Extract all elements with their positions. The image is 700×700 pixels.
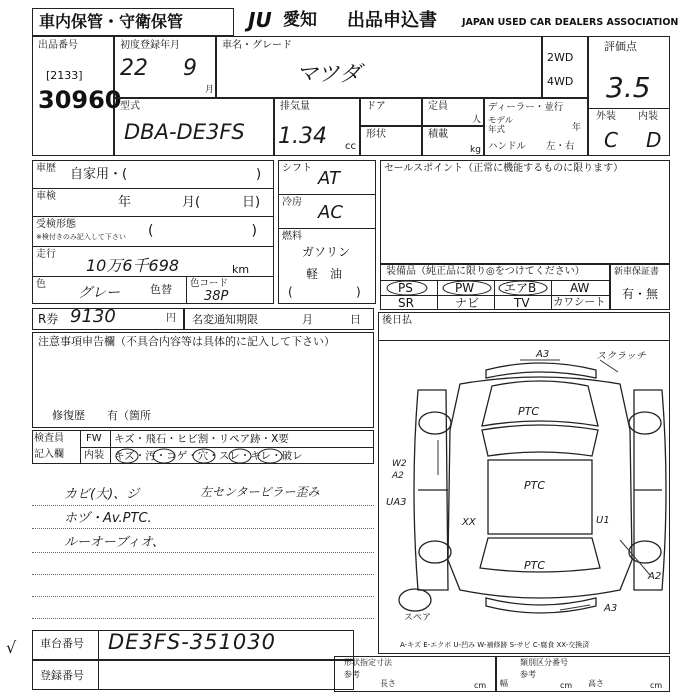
remark-2: ホヅ・Av.PTC. xyxy=(64,511,152,526)
diag-label-w2: W2 xyxy=(392,459,407,469)
equip-ps: PS xyxy=(398,281,413,295)
dealer-label: ディーラー・並行 xyxy=(488,102,564,113)
inspector-label-2: 記入欄 xyxy=(34,449,64,460)
recycle-value: 9130 xyxy=(70,306,116,327)
displacement-unit: cc xyxy=(345,141,356,152)
grade-ext: C xyxy=(604,128,618,152)
fuel-diesel: 軽 油 xyxy=(306,267,343,281)
inspector-label-1: 検査員 xyxy=(34,433,64,444)
diag-label-ua3: UA3 xyxy=(386,497,407,508)
inspector-row2: キズ・汚・コゲ・穴・スレ・キレ・破レ xyxy=(114,450,303,462)
aircon-value: AC xyxy=(318,202,343,223)
equip-pw: PW xyxy=(455,281,475,295)
grade-score: 3.5 xyxy=(606,71,651,104)
diag-label-xx: XX xyxy=(462,517,476,528)
sales-point-label: セールスポイント（正常に機能するものに限ります） xyxy=(384,163,624,174)
load-label: 積載 xyxy=(428,129,448,140)
inspector-row1: キズ・飛石・ヒビ割・リペア跡・X要 xyxy=(114,433,289,445)
equip-aw: AW xyxy=(570,281,590,295)
diag-label-a2-right: A2 xyxy=(648,571,662,582)
remark-3: ルーオーブィオ、 xyxy=(64,535,165,550)
storage-badge-text: 車内保管・守衛保管 xyxy=(39,12,184,31)
form-title: 出品申込書 xyxy=(347,10,437,31)
handle-label: ハンドル xyxy=(488,141,527,152)
diag-label-a2-left: A2 xyxy=(392,471,404,481)
reg-date-label: 初度登録年月 xyxy=(120,40,180,51)
diag-label-spare: スペア xyxy=(404,613,432,623)
model-year-unit: 年 xyxy=(572,123,582,133)
displacement-value: 1.34 xyxy=(278,124,327,149)
diag-label-scratch: スクラッチ xyxy=(596,351,646,362)
size-spec-label-1: 形状指定寸法 xyxy=(344,658,392,667)
diag-label-ptc-3: PTC xyxy=(524,559,546,572)
size-class-label-1: 類別区分番号 xyxy=(520,658,568,667)
org-name: 愛知 xyxy=(283,10,317,30)
shift-label: シフト xyxy=(282,163,312,174)
color-code: 38P xyxy=(204,289,229,304)
lot-label: 出品番号 xyxy=(38,40,78,51)
grade-label: 評価点 xyxy=(604,40,637,53)
handle-opts: 左・右 xyxy=(546,141,575,152)
car-name-label: 車名・グレード xyxy=(222,40,292,51)
mileage-value: 10万6千698 xyxy=(86,256,180,275)
equip-seat: カワシート xyxy=(553,296,606,308)
equip-tv: TV xyxy=(514,296,530,310)
name-change-day: 日 xyxy=(350,313,361,326)
diag-label-a3-bottom: A3 xyxy=(604,603,618,614)
equip-airbag: エアB xyxy=(504,281,537,295)
reception-label: 受検形態 xyxy=(36,219,76,230)
size-spec-length: 長さ xyxy=(380,679,396,688)
inspection-day: 日) xyxy=(242,195,261,210)
repair-history: 修復歴 有（箇所 xyxy=(52,409,151,422)
grade-int-label: 内装 xyxy=(638,111,658,122)
mileage-unit: km xyxy=(232,263,250,276)
size-class-height: 高さ xyxy=(588,679,604,688)
equipment-label: 装備品（純正品に限り◎をつけてください） xyxy=(386,266,585,277)
size-class-width: 幅 xyxy=(500,679,508,688)
diag-label-ptc-2: PTC xyxy=(524,479,546,492)
model-year-label: モデル 年式 xyxy=(488,116,514,136)
history-close: ) xyxy=(256,167,262,182)
model-label: 型式 xyxy=(120,101,140,112)
inspector-fw: FW xyxy=(86,433,102,444)
name-change-label: 名変通知期限 xyxy=(192,313,258,326)
inspector-interior: 内装 xyxy=(84,450,104,461)
check-mark: √ xyxy=(6,638,17,657)
displacement-label: 排気量 xyxy=(280,101,310,112)
grade-ext-label: 外装 xyxy=(596,111,616,122)
fuel-gas: ガソリン xyxy=(302,245,351,259)
lot-sub: [2133] xyxy=(46,69,83,82)
history-label: 車歴 xyxy=(36,163,56,174)
recycle-label: R券 xyxy=(38,312,59,326)
capacity-unit: 人 xyxy=(472,115,482,125)
size-spec-unit: cm xyxy=(474,681,487,690)
name-change-month: 月 xyxy=(302,313,313,326)
model-value: DBA-DE3FS xyxy=(124,120,245,144)
diag-label-a3-top: A3 xyxy=(536,349,550,360)
inspection-label: 車検 xyxy=(36,191,56,202)
car-name-value: マツダ xyxy=(296,62,362,87)
inspection-month: 月( xyxy=(182,195,201,210)
equip-navi: ナビ xyxy=(455,296,480,310)
diag-label-u1: U1 xyxy=(596,515,610,526)
color-value: グレー xyxy=(78,285,120,301)
reception-note: ※検付きのみ記入して下さい xyxy=(36,233,126,241)
aircon-label: 冷房 xyxy=(282,197,302,208)
fuel-paren-close: ) xyxy=(356,285,361,299)
equip-sr: SR xyxy=(398,296,414,310)
shift-value: AT xyxy=(318,168,340,189)
mileage-label: 走行 xyxy=(36,249,56,260)
remark-4: 左センターピラー歪み xyxy=(200,485,320,499)
color-change-label: 色替 xyxy=(150,283,172,296)
fuel-paren-open: ( xyxy=(288,285,293,299)
org-subtitle: JAPAN USED CAR DEALERS ASSOCIATION xyxy=(462,17,679,28)
chassis-label: 車台番号 xyxy=(40,637,84,650)
color-label: 色 xyxy=(36,279,46,290)
color-code-label: 色コード xyxy=(190,278,229,289)
reg-month: 9 xyxy=(183,56,197,81)
drive-4wd: 4WD xyxy=(547,75,574,88)
load-unit: kg xyxy=(470,145,481,155)
plate-label: 登録番号 xyxy=(40,669,84,682)
reception-parens: ( ) xyxy=(148,223,257,239)
warranty-opts: 有・無 xyxy=(622,287,659,301)
size-class-label-2: 参考 xyxy=(520,670,536,679)
recycle-unit: 円 xyxy=(166,313,176,324)
warranty-label: 新車保証書 xyxy=(614,267,660,277)
diagram-legend: A-キズ E-エクボ U-凹み W-補修跡 S-サビ C-腐食 XX-交換済 xyxy=(400,641,590,649)
chassis-value: DE3FS-351030 xyxy=(108,630,276,654)
grade-int: D xyxy=(646,128,662,152)
rear-label: 後日払 xyxy=(382,315,412,326)
inspection-year: 年 xyxy=(118,195,132,210)
fuel-label: 燃料 xyxy=(282,231,302,242)
lot-number: 30960 xyxy=(38,86,122,114)
size-class-unit-1: cm xyxy=(560,681,573,690)
door-label: ドア xyxy=(366,101,386,112)
shape-label: 形状 xyxy=(366,129,386,140)
size-spec-label-2: 参考 xyxy=(344,670,360,679)
notes-label: 注意事項申告欄（不具合内容等は具体的に記入して下さい） xyxy=(38,335,335,348)
capacity-label: 定員 xyxy=(428,101,448,112)
size-class-unit-2: cm xyxy=(650,681,663,690)
ju-logo: JU xyxy=(248,8,272,32)
reg-month-unit: 月 xyxy=(205,85,215,95)
remark-1: カビ(大)、ジ xyxy=(64,487,140,502)
drive-2wd: 2WD xyxy=(547,51,574,64)
reg-year: 22 xyxy=(120,56,148,81)
history-value: 自家用・( xyxy=(70,167,128,182)
diag-label-ptc-1: PTC xyxy=(518,405,540,418)
